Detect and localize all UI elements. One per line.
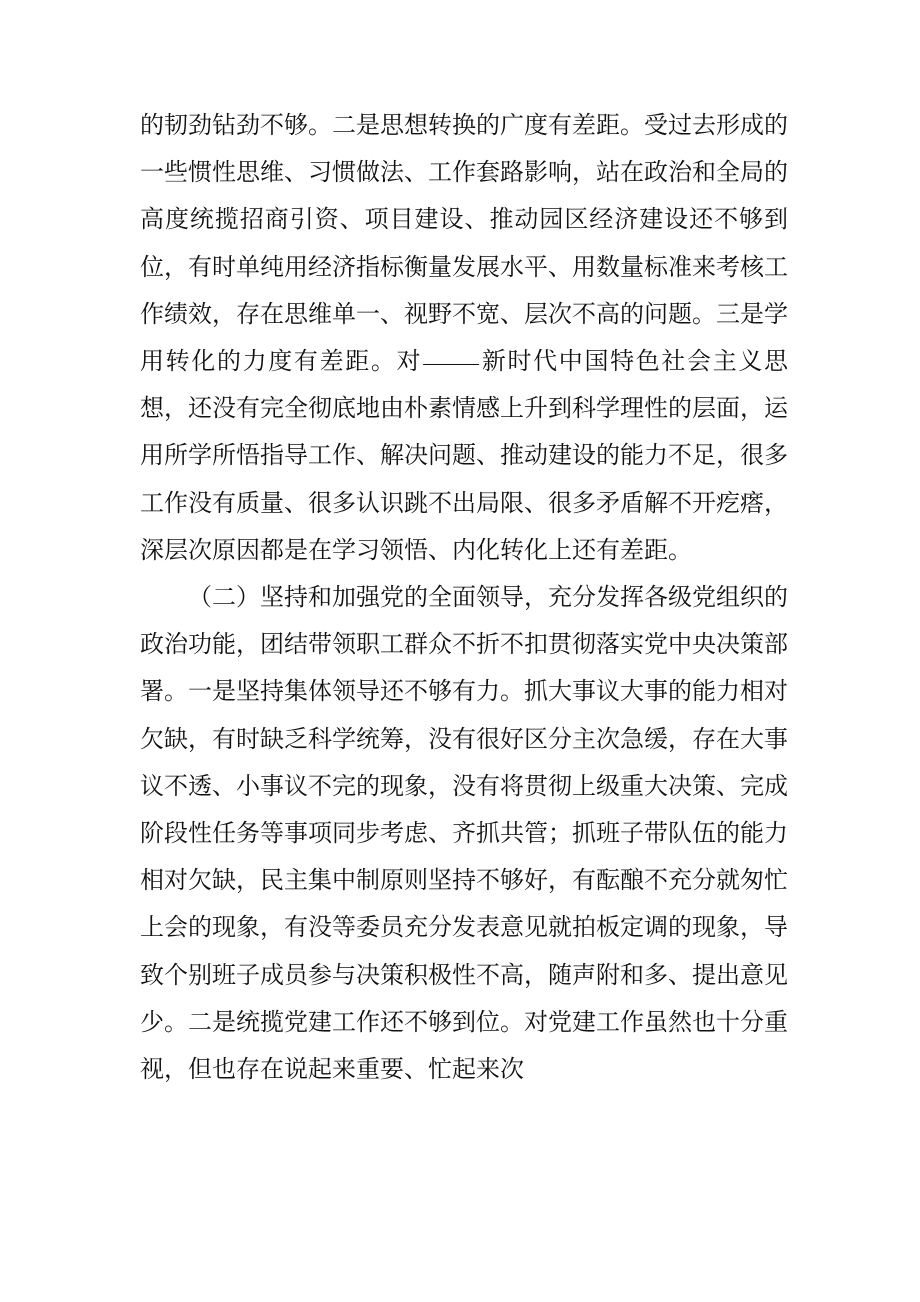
document-body (140, 102, 788, 1093)
fill-in-blank (423, 363, 479, 365)
paragraph-1 (140, 102, 788, 574)
paragraph-1-text-after-blank: 新时代中国特色社会主义思想，还没有完全彻底地由朴素情感上升到科学理性的层面，运用所学所悟指导工作、解决问题、推动建设的能力不足，很多工作没有质量、很多认识跳不出局限、很多矛盾解不开疙瘩，深层次原因都是在学习领悟、内化转化上还有差距。 (140, 347, 789, 564)
paragraph-1-text-before-blank: 的韧劲钻劲不够。二是思想转换的广度有差距。受过去形成的一些惯性思维、习惯做法、工作套路影响，站在政治和全局的高度统揽招商引资、项目建设、推动园区经济建设还不够到位，有时单纯用经济指标衡量发展水平、用数量标准来考核工作绩效，存在思维单一、视野不宽、层次不高的问题。三是学用转化的力度有差距。对 (140, 111, 788, 376)
paragraph-2: （二）坚持和加强党的全面领导，充分发挥各级党组织的政治功能，团结带领职工群众不折不扣贯彻落实党中央决策部署。一是坚持集体领导还不够有力。抓大事议大事的能力相对欠缺，有时缺乏科学统筹，没有很好区分主次急缓，存在大事议不透、小事议不完的现象，没有将贯彻上级重大决策、完成阶段性任务等事项同步考虑、齐抓共管；抓班子带队伍的能力相对欠缺，民主集中制原则坚持不够好，有酝酿不充分就匆忙上会的现象，有没等委员充分发表意见就拍板定调的现象，导致个别班子成员参与决策积极性不高，随声附和多、提出意见少。二是统揽党建工作还不够到位。对党建工作虽然也十分重视，但也存在说起来重要、忙起来次 (140, 583, 788, 1084)
